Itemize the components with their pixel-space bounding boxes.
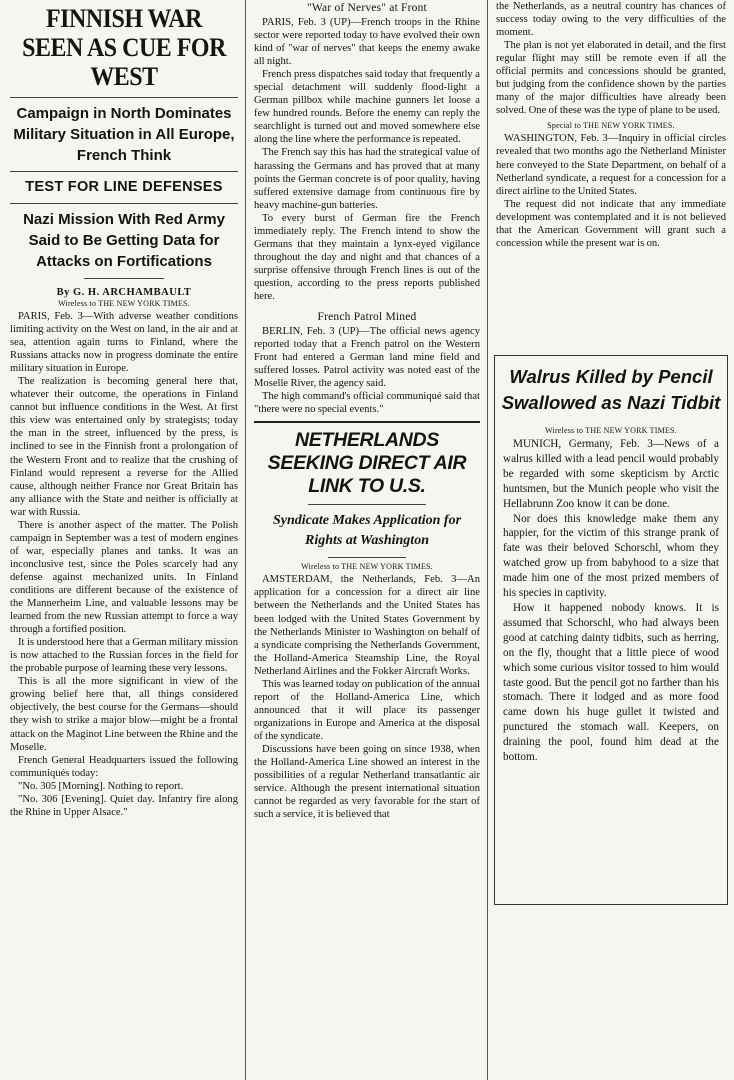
- subhead-war-of-nerves: "War of Nerves" at Front: [307, 2, 427, 14]
- wireless-credit: Wireless to THE NEW YORK TIMES.: [301, 562, 433, 572]
- walrus-headline: Walrus Killed by Pencil Swallowed as Nazi Tidbit: [501, 366, 721, 413]
- article-body: [495, 437, 727, 765]
- paragraph: French press dispatches said today that frequently a special detachment will suddenly flood-light a German pillbox while machine gunners let loose a few hundred rounds. Before the enemy can reply the searchlight is turned out and moved somewhere else along the line where the performance is repeated.: [254, 69, 480, 146]
- paragraph: Discussions have been going on since 1938, when the Holland-America Line showed an interest in the possibilities of a regular Netherland transatlantic air service. Although the present international situation cannot be regarded as very favorable for the start of such a service, it is believed that: [254, 743, 480, 821]
- article-body: [490, 132, 732, 249]
- article-body: [4, 310, 244, 819]
- divider: [84, 278, 164, 279]
- paragraph: It is understood here that a German military mission is now attached to the Russian forces in the field for the probable purpose of learning these very lessons.: [10, 637, 238, 675]
- byline: By G. H. ARCHAMBAULT: [56, 287, 192, 298]
- wireless-credit: Wireless to THE NEW YORK TIMES.: [58, 299, 190, 308]
- column-rule: [487, 0, 488, 1080]
- paragraph: The high command's official communiqué said that "there were no special events.": [254, 391, 480, 416]
- paragraph: To every burst of German fire the French immediately reply. The French intend to show the Germans that they maintain a lynx-eyed vigilance throughout the day and night and that chances of a surprise offensive through French lines is out of the question, according to the press reports published here.: [254, 212, 480, 302]
- subhead-patrol-mined: French Patrol Mined: [317, 311, 417, 324]
- paragraph: The plan is not yet elaborated in detail, and the first regular flight may still be remote even if all the official permits and concessions should be granted, but judging from the confidence shown by the parties many of the major difficulties have already been solved. One of these was the type of plane to be used.: [496, 40, 726, 117]
- paragraph: "No. 306 [Evening]. Quiet day. Infantry fire along the Rhine in Upper Alsace.": [10, 793, 238, 818]
- paragraph: There is another aspect of the matter. The Polish campaign in September was a test of modern engines of war, especially planes and tanks. It was an inconclusive test, since the Poles scarcely had any defense against mechanized units. In Finland conditions are different because of the existence of the Mannerheim Line, and valuable lessons may be learned from the new Russian attempt to force a way through a fortified position.: [10, 519, 238, 636]
- deck-3: Nazi Mission With Red Army Said to Be Getting Data for Attacks on Fortifications: [23, 211, 225, 270]
- paragraph: This is all the more significant in view of the growing belief here that, all things considered objectively, the best course for the Germans—should they wish to strike a major blow—might be a frontal attack on the Maginot Line between the Rhine and the Moselle.: [10, 676, 238, 753]
- paragraph: "No. 305 [Morning]. Nothing to report.: [18, 780, 184, 792]
- paragraph: AMSTERDAM, the Netherlands, Feb. 3—An application for a concession for a direct air line between the Netherlands and the United States has been lodged with the United States Government by the Netherlands Minister to Washington on behalf of a syndicate comprising the Netherlands Government, the Holland-America Steamship Line, the Royal Netherland Airlines and the Fokker Aircraft Works.: [254, 574, 480, 677]
- paragraph: The realization is becoming general here that, whatever their outcome, the operations in Finland cannot but influence conditions in the West. At first this view was entertained only by strategists; today the man in the street, influenced by the press, is inclined to see in the Finnish front a prolongation of the Western Front and to realize that the crushing of Finland would represent a reverse for the Allied cause, although neither France nor Great Britain has any alliance with the State and neither is officially at war with Russia.: [10, 376, 238, 518]
- paragraph: PARIS, Feb. 3 (UP)—French troops in the Rhine sector were reported today to have evolved their own kind of "war of nerves" that keeps the enemy awake all night.: [254, 17, 480, 68]
- special-credit: Special to THE NEW YORK TIMES.: [547, 121, 675, 131]
- paragraph: MUNICH, Germany, Feb. 3—News of a walrus killed with a lead pencil would probably be regarded with some skepticism by Arctic huntsmen, but the Munich people who visit the Hellabrunn Zoo know it can be done.: [503, 438, 719, 510]
- divider: [10, 203, 238, 204]
- paragraph: This was learned today on publication of the annual report of the Holland-America Line, which announced that it will place its passenger organizations in Europe and America at the disposal of the syndicate.: [254, 678, 480, 742]
- paragraph: the Netherlands, as a neutral country has chances of success today owing to the very difficulties of the moment.: [496, 1, 726, 39]
- paragraph: Nor does this knowledge make them any happier, for the victim of this strange prank of fate was their beloved Schorschl, whom they watched grow up from babyhood to a size that made him one of the most prized members of his species in captivity.: [503, 512, 719, 600]
- column-1: [4, 0, 244, 1080]
- netherlands-deck: Syndicate Makes Application for Rights at Washington: [272, 513, 462, 549]
- divider: [328, 557, 406, 558]
- paragraph: PARIS, Feb. 3—With adverse weather conditions limiting activity on the West on land, in the air and at sea, attention again turns to Finland, where the Russians attacks now in progress dominate the entire military situation in Europe.: [10, 311, 238, 375]
- main-headline: FINNISH WAR SEEN AS CUE FOR WEST: [22, 4, 226, 91]
- paragraph: BERLIN, Feb. 3 (UP)—The official news agency reported today that a French patrol on the Western Front had entered a German land mine field and suffered losses. Patrol activity was noted east of the Moselle River, the agency said.: [254, 326, 480, 390]
- divider: [254, 421, 480, 423]
- column-rule: [245, 0, 246, 1080]
- divider: [308, 504, 426, 505]
- article-body: [248, 325, 486, 416]
- column-3: [490, 0, 732, 1080]
- netherlands-headline: NETHERLANDS SEEKING DIRECT AIR LINK TO U.S.: [267, 429, 467, 498]
- paragraph: How it happened nobody knows. It is assumed that Schorschl, who had always been good at catching dainty tidbits, such as herring, on the fly, thought that a little piece of wood which some curious visitor tossed to him would taste good. But the pencil got no farther than his stomach. There it lodged and as more food came down his huge gullet it twisted and punctured the stomach wall. Keepers, on draining the pool, found him dead at the bottom.: [503, 601, 719, 764]
- paragraph: WASHINGTON, Feb. 3—Inquiry in official circles revealed that two months ago the Netherland Minister here conveyed to the State Department, on behalf of a Netherland syndicate, a request for a concession for a direct airline to the United States.: [496, 133, 726, 197]
- article-body: [490, 0, 732, 117]
- paragraph: The French say this has had the strategical value of harassing the Germans and has proved that at many points the German concrete is of poor quality, having suffered extensive damage from continuous fire by heavy machine-gun batteries.: [254, 147, 480, 211]
- article-body: [248, 16, 486, 303]
- paragraph: French General Headquarters issued the following communiqués today:: [10, 754, 238, 779]
- wireless-credit: Wireless to THE NEW YORK TIMES.: [545, 426, 677, 435]
- walrus-article-box: [494, 355, 728, 905]
- deck-1: Campaign in North Dominates Military Situation in All Europe, French Think: [13, 105, 235, 164]
- paragraph: The request did not indicate that any immediate development was contemplated and it is not believed that the American Government will grant such a concession while the present war is on.: [496, 198, 726, 249]
- divider: [10, 97, 238, 98]
- article-body: [248, 573, 486, 821]
- deck-2: TEST FOR LINE DEFENSES: [25, 179, 223, 195]
- column-2: [248, 0, 486, 1080]
- divider: [10, 171, 238, 172]
